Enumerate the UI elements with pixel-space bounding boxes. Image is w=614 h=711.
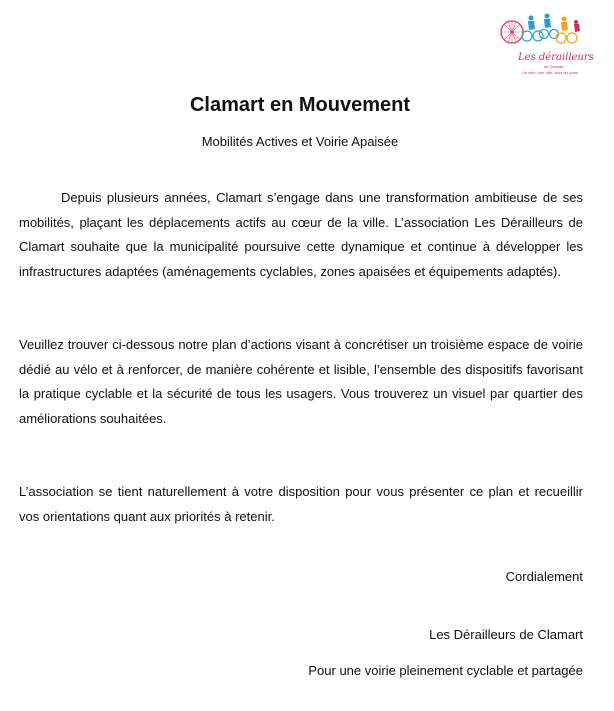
intro-paragraph: Depuis plusieurs années, Clamart s’engage dans une transformation ambitieuse de ses mobilités, plaçant les déplacements actifs au cœur de la ville. L’association Les Dérailleurs de Clamart souhaite que la municipalité poursuive cette dynamique et continue à développer les infrastructures adaptées (aménagements cyclables, zones apaisées et équipements adaptés). xyxy=(19,190,583,279)
logo-city: de Clamart xyxy=(544,64,564,69)
document-title: Clamart en Mouvement xyxy=(189,94,411,116)
signature: Les Dérailleurs de Clamart xyxy=(429,627,583,642)
availability-paragraph: L’association se tient naturellement à votre disposition pour vous présenter ce plan et recueillir vos orientations quant aux priorités à retenir. xyxy=(19,484,583,524)
document-subtitle: Mobilités Actives et Voirie Apaisée xyxy=(201,134,399,149)
motto: Pour une voirie pleinement cyclable et partagée xyxy=(308,663,583,678)
logo-wordmark: Les dérailleurs xyxy=(518,52,594,63)
closing-salutation: Cordialement xyxy=(505,569,583,584)
logo-tagline: Un vélo, une ville, tous les jours xyxy=(522,70,579,75)
action-plan-paragraph: Veuillez trouver ci-dessous notre plan d’actions visant à concrétiser un troisième espace de voirie dédié au vélo et à renforcer, de manière cohérente et lisible, l’ensemble des dispositifs favorisant la pratique cyclable et la sécurité de tous les usagers. Vous trouverez un visuel par quartier des améliorations souhaitées. xyxy=(19,337,583,426)
